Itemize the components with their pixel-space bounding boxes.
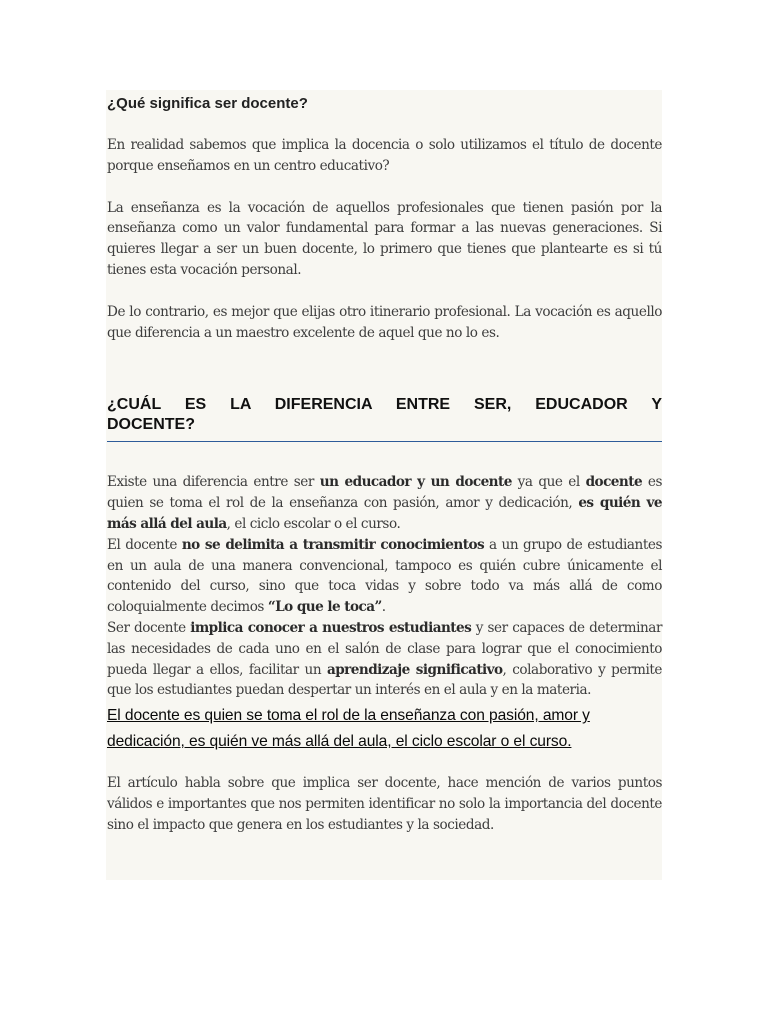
paragraph-intro: En realidad sabemos que implica la docencia o solo utilizamos el título de docente porque enseñamos en un centro educativo? <box>107 137 662 174</box>
paragraph-know-students: Ser docente implica conocer a nuestros estudiantes y ser capaces de determinar las necesidades de cada uno en el salón de clase para lograr que el conocimiento pueda llegar a ellos, facilitar un aprendizaje significativo, colaborativo y permite que los estudiantes puedan despertar un interés en el aula y en la materia. <box>107 619 662 699</box>
paragraph-contrary: De lo contrario, es mejor que elijas otro itinerario profesional. La vocación es aquello que diferencia a un maestro excelente de aquel que no lo es. <box>107 303 662 341</box>
section-heading: ¿CUÁL ES LA DIFERENCIA ENTRE SER, EDUCADOR Y DOCENTE? <box>107 395 662 442</box>
paragraph-difference: Existe una diferencia entre ser un educador y un docente ya que el docente es quien se toma el rol de la enseñanza con pasión, amor y dedicación, es quién ve más allá del aula, el ciclo escolar o el curso. <box>107 474 662 532</box>
paragraph-conclusion: El artículo habla sobre que implica ser docente, hace mención de varios puntos válidos e importantes que nos permiten identificar no solo la importancia del docente sino el impacto que genera en los estudiantes y la sociedad. <box>107 775 662 833</box>
highlight-quote: El docente es quien se toma el rol de la enseñanza con pasión, amor y dedicación, es quién ve más allá del aula, el ciclo escolar o el curso. <box>107 707 590 751</box>
paragraph-delimit: El docente no se delimita a transmitir conocimientos a un grupo de estudiantes en un aula de una manera convencional, tampoco es quién cubre únicamente el contenido del curso, sino que toca vidas y sobre todo va más allá de como coloquialmente decimos “Lo que le toca”. <box>107 536 662 616</box>
section-title: ¿Qué significa ser docente? <box>107 95 308 112</box>
paragraph-vocation: La enseñanza es la vocación de aquellos profesionales que tienen pasión por la enseñanza como un valor fundamental para formar a las nuevas generaciones. Si quieres llegar a ser un buen docente, lo primero que tienes que plantearte es si tú tienes esta vocación personal. <box>107 199 662 278</box>
document-content <box>107 92 662 836</box>
